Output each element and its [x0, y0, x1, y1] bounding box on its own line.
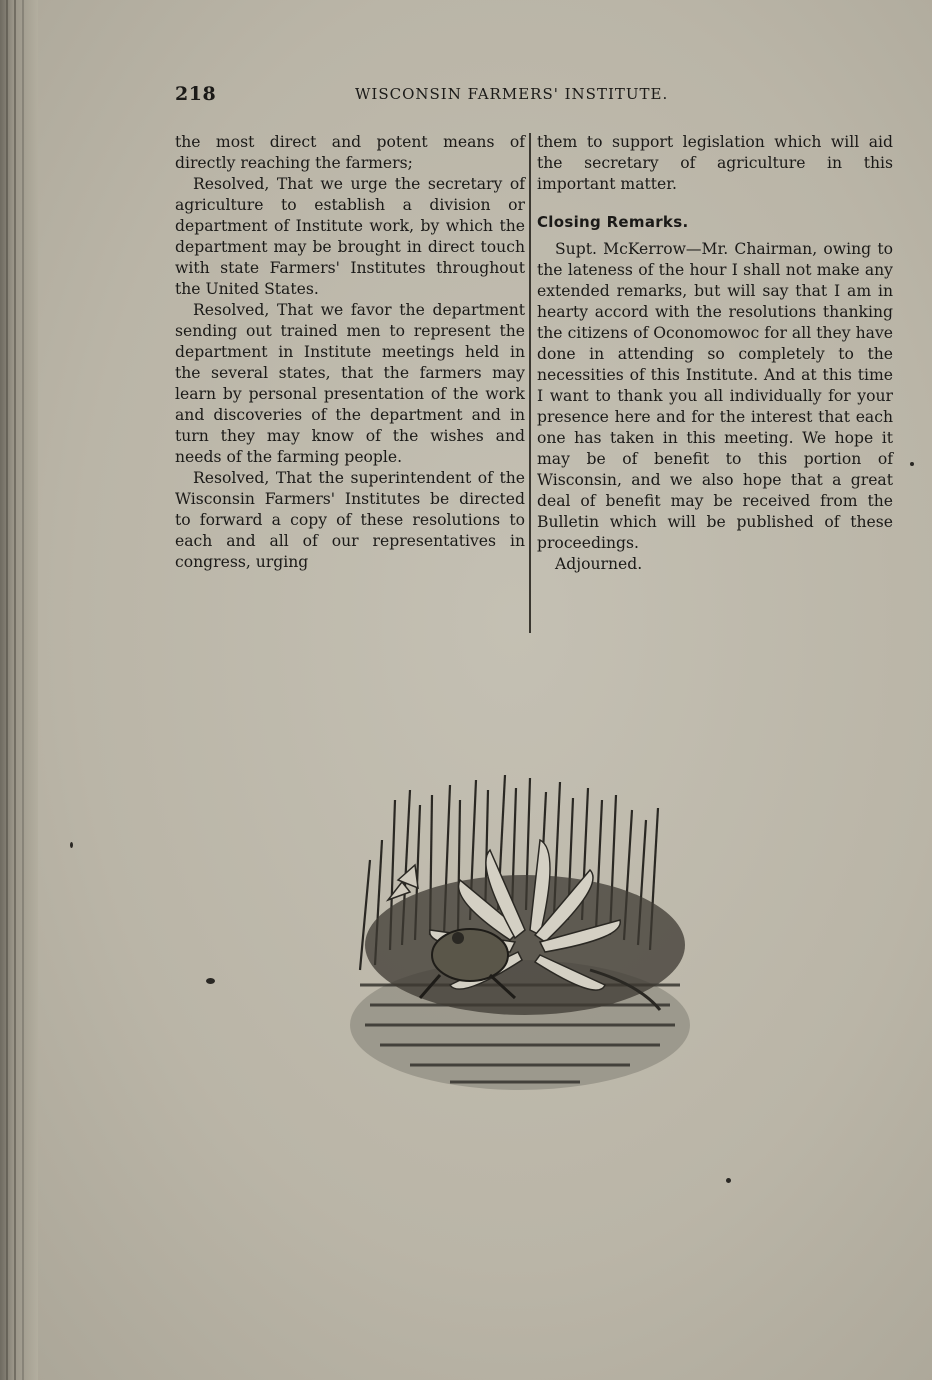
binding-gutter [0, 0, 38, 1380]
paragraph: Supt. McKerrow—Mr. Chairman, owing to the lateness of the hour I shall not make any extended remarks, but will say that I am in hearty accord with the resolutions thanking the citizens of Oconomowoc for all they have done in attending so completely to the necessities of this Institute. And at this time I want to thank you all individually for your presence here and for the interest that each one has taken in this meeting. We hope it may be of benefit to this portion of Wisconsin, and we also hope that a great deal of benefit may be received from the Bulletin which will be published of these proceedings. [537, 240, 893, 552]
gutter-line [14, 0, 16, 1380]
left-column [175, 132, 525, 573]
page-header [175, 83, 895, 109]
running-title: WISCONSIN FARMERS' INSTITUTE. [355, 85, 669, 103]
ink-speck [726, 1178, 731, 1183]
paragraph: Resolved, That the superintendent of the Wisconsin Farmers' Institutes be directed to forward a copy of these resolutions to each and all of our representatives in congress, urging [175, 469, 525, 571]
paragraph: Resolved, That we favor the department sending out trained men to represent the department in Institute meetings held in the several states, that the farmers may learn by personal presentation of the work and discoveries of the department and in turn they may know of the wishes and needs of the farming people. [175, 301, 525, 466]
ink-speck [70, 842, 73, 848]
right-column [537, 132, 893, 575]
gutter-line [22, 0, 24, 1380]
paragraph: Resolved, That we urge the secretary of agriculture to establish a division or department of Institute work, by which the department may be brought in direct touch with state Farmers' Institutes throughout the United States. [175, 175, 525, 298]
page-number: 218 [175, 83, 217, 105]
paragraph: the most direct and potent means of directly reaching the farmers; [175, 133, 525, 172]
frog-lily-pond-vignette-icon [340, 770, 700, 1110]
ink-speck [206, 978, 215, 984]
closing-line: Adjourned. [555, 555, 643, 573]
section-heading: Closing Remarks. [537, 213, 689, 231]
ink-speck [910, 462, 914, 466]
gutter-line [6, 0, 8, 1380]
column-rule [529, 133, 531, 633]
paragraph: them to support legislation which will aid the secretary of agriculture in this important matter. [537, 133, 893, 193]
